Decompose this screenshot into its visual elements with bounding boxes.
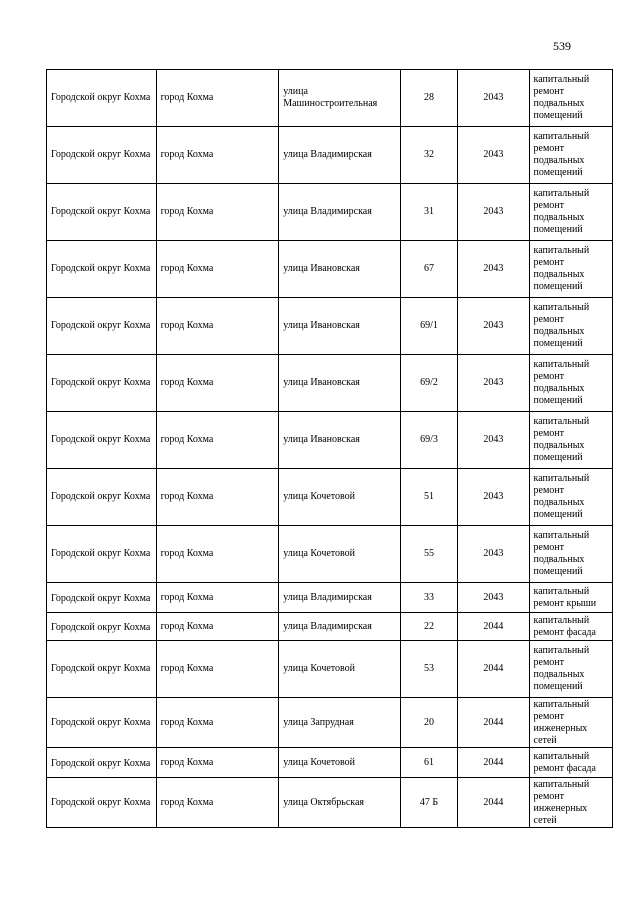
table-row (47, 412, 613, 469)
work-cell: капитальный ремонт подвальных помещений (529, 184, 612, 241)
city-cell: город Кохма (156, 778, 279, 828)
street-cell: улица Владимирская (279, 583, 401, 613)
house-cell: 22 (400, 613, 457, 641)
work-cell: капитальный ремонт подвальных помещений (529, 298, 612, 355)
year-cell: 2043 (458, 469, 529, 526)
house-cell: 28 (400, 70, 457, 127)
district-cell: Городской округ Кохма (47, 298, 157, 355)
city-cell: город Кохма (156, 698, 279, 748)
house-cell: 67 (400, 241, 457, 298)
street-cell: улица Кочетовой (279, 641, 401, 698)
district-cell: Городской округ Кохма (47, 748, 157, 778)
district-cell: Городской округ Кохма (47, 613, 157, 641)
house-cell: 53 (400, 641, 457, 698)
city-cell: город Кохма (156, 412, 279, 469)
year-cell: 2043 (458, 526, 529, 583)
year-cell: 2043 (458, 184, 529, 241)
registry-table (46, 69, 613, 828)
district-cell: Городской округ Кохма (47, 70, 157, 127)
city-cell: город Кохма (156, 241, 279, 298)
street-cell: улица Ивановская (279, 355, 401, 412)
work-cell: капитальный ремонт фасада (529, 613, 612, 641)
page-number: 539 (553, 39, 571, 53)
year-cell: 2044 (458, 613, 529, 641)
year-cell: 2044 (458, 748, 529, 778)
work-cell: капитальный ремонт подвальных помещений (529, 641, 612, 698)
house-cell: 47 Б (400, 778, 457, 828)
house-cell: 55 (400, 526, 457, 583)
house-cell: 32 (400, 127, 457, 184)
work-cell: капитальный ремонт подвальных помещений (529, 526, 612, 583)
district-cell: Городской округ Кохма (47, 698, 157, 748)
table-row (47, 526, 613, 583)
house-cell: 69/3 (400, 412, 457, 469)
work-cell: капитальный ремонт подвальных помещений (529, 412, 612, 469)
street-cell: улица Владимирская (279, 184, 401, 241)
district-cell: Городской округ Кохма (47, 469, 157, 526)
table-row (47, 748, 613, 778)
work-cell: капитальный ремонт подвальных помещений (529, 70, 612, 127)
work-cell: капитальный ремонт инженерных сетей (529, 698, 612, 748)
work-cell: капитальный ремонт подвальных помещений (529, 241, 612, 298)
city-cell: город Кохма (156, 70, 279, 127)
street-cell: улица Ивановская (279, 241, 401, 298)
year-cell: 2044 (458, 778, 529, 828)
district-cell: Городской округ Кохма (47, 355, 157, 412)
city-cell: город Кохма (156, 127, 279, 184)
city-cell: город Кохма (156, 184, 279, 241)
year-cell: 2043 (458, 241, 529, 298)
street-cell: улица Запрудная (279, 698, 401, 748)
street-cell: улица Владимирская (279, 127, 401, 184)
district-cell: Городской округ Кохма (47, 241, 157, 298)
year-cell: 2044 (458, 641, 529, 698)
street-cell: улица Владимирская (279, 613, 401, 641)
table-row (47, 613, 613, 641)
work-cell: капитальный ремонт инженерных сетей (529, 778, 612, 828)
table-row (47, 70, 613, 127)
district-cell: Городской округ Кохма (47, 184, 157, 241)
house-cell: 31 (400, 184, 457, 241)
city-cell: город Кохма (156, 583, 279, 613)
work-cell: капитальный ремонт крыши (529, 583, 612, 613)
table-row (47, 355, 613, 412)
table-row (47, 698, 613, 748)
table-row (47, 184, 613, 241)
year-cell: 2043 (458, 412, 529, 469)
district-cell: Городской округ Кохма (47, 778, 157, 828)
district-cell: Городской округ Кохма (47, 583, 157, 613)
city-cell: город Кохма (156, 469, 279, 526)
city-cell: город Кохма (156, 748, 279, 778)
table-row (47, 127, 613, 184)
table-row (47, 241, 613, 298)
year-cell: 2043 (458, 298, 529, 355)
work-cell: капитальный ремонт подвальных помещений (529, 127, 612, 184)
year-cell: 2043 (458, 70, 529, 127)
year-cell: 2044 (458, 698, 529, 748)
district-cell: Городской округ Кохма (47, 641, 157, 698)
house-cell: 69/2 (400, 355, 457, 412)
work-cell: капитальный ремонт подвальных помещений (529, 469, 612, 526)
city-cell: город Кохма (156, 613, 279, 641)
street-cell: улица Кочетовой (279, 526, 401, 583)
house-cell: 69/1 (400, 298, 457, 355)
table-row (47, 778, 613, 828)
house-cell: 33 (400, 583, 457, 613)
house-cell: 61 (400, 748, 457, 778)
street-cell: улица Кочетовой (279, 469, 401, 526)
house-cell: 20 (400, 698, 457, 748)
work-cell: капитальный ремонт фасада (529, 748, 612, 778)
city-cell: город Кохма (156, 355, 279, 412)
city-cell: город Кохма (156, 298, 279, 355)
table-row (47, 641, 613, 698)
street-cell: улица Кочетовой (279, 748, 401, 778)
year-cell: 2043 (458, 355, 529, 412)
year-cell: 2043 (458, 583, 529, 613)
city-cell: город Кохма (156, 526, 279, 583)
district-cell: Городской округ Кохма (47, 412, 157, 469)
table-row (47, 469, 613, 526)
district-cell: Городской округ Кохма (47, 127, 157, 184)
table-row (47, 298, 613, 355)
work-cell: капитальный ремонт подвальных помещений (529, 355, 612, 412)
house-cell: 51 (400, 469, 457, 526)
year-cell: 2043 (458, 127, 529, 184)
street-cell: улица Ивановская (279, 298, 401, 355)
table-row (47, 583, 613, 613)
district-cell: Городской округ Кохма (47, 526, 157, 583)
street-cell: улица Ивановская (279, 412, 401, 469)
street-cell: улица Машиностроительная (279, 70, 401, 127)
city-cell: город Кохма (156, 641, 279, 698)
street-cell: улица Октябрьская (279, 778, 401, 828)
